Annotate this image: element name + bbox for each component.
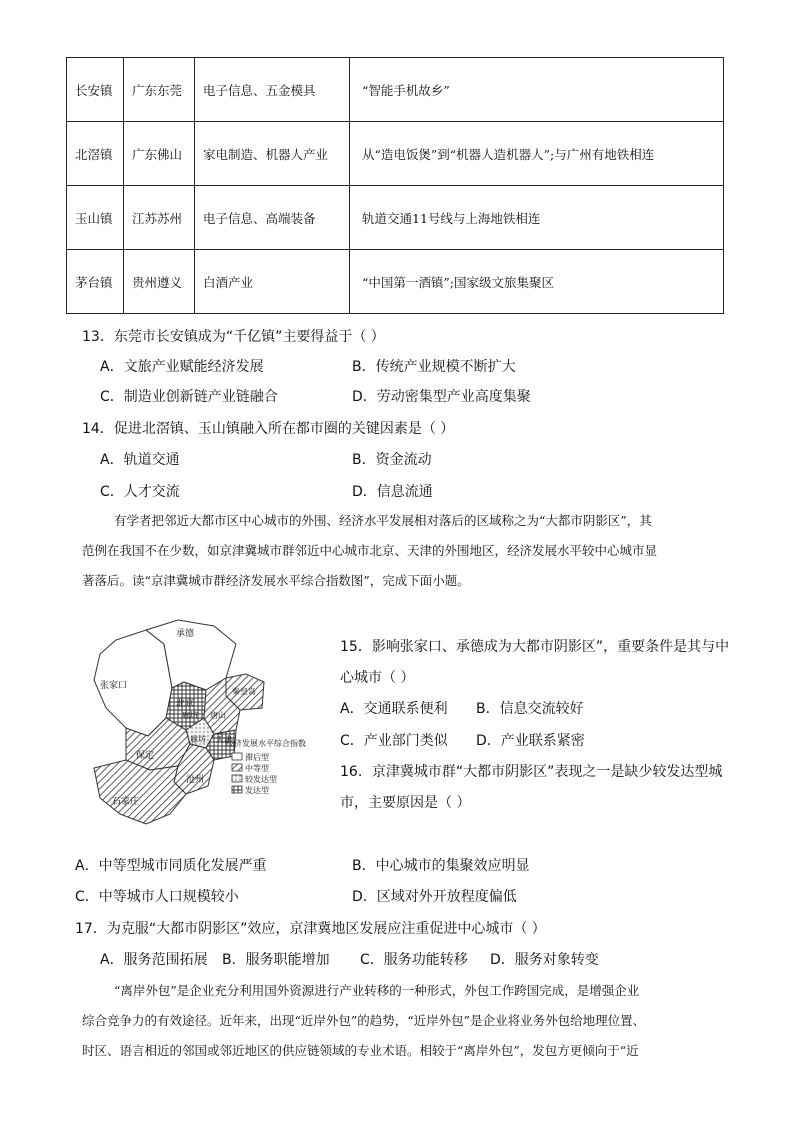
question-15-option-c[interactable]: C．产业部门类似 xyxy=(340,733,448,749)
question-16-stem-line-2: 市，主要原因是（ ） xyxy=(340,795,471,811)
question-15-option-d[interactable]: D．产业联系紧密 xyxy=(476,733,585,749)
industry-cell: 白酒产业 xyxy=(195,250,350,314)
question-14-option-b[interactable]: B．资金流动 xyxy=(352,452,432,468)
passage-2-line-3: 时区、语言相近的邻国或邻近地区的供应链领域的专业术语。相较于“离岸外包”，发包方更倾向于“近 xyxy=(82,1043,639,1058)
legend-item: 发达型 xyxy=(245,786,269,795)
feature-cell: “智能手机故乡” xyxy=(350,58,724,122)
city-label: 秦皇岛 xyxy=(232,687,256,696)
table-row xyxy=(67,186,724,250)
map-legend xyxy=(226,738,306,795)
question-15-option-a[interactable]: A．交通联系便利 xyxy=(340,701,448,717)
question-15-option-b[interactable]: B．信息交流较好 xyxy=(476,701,584,717)
legend-item: 中等型 xyxy=(245,764,269,773)
feature-cell: 轨道交通11号线与上海地铁相连 xyxy=(350,186,724,250)
legend-title: 经济发展水平综合指数 xyxy=(226,739,306,748)
passage-2-line-1: “离岸外包”是企业充分利用国外资源进行产业转移的一种形式，外包工作跨国完成，是增强企业 xyxy=(114,983,640,998)
question-17-option-b[interactable]: B．服务职能增加 xyxy=(222,952,330,968)
city-label: 北京 xyxy=(176,699,195,709)
question-17-stem: 17．为克服“大都市阴影区”效应，京津冀地区发展应注重促进中心城市（ ） xyxy=(75,921,546,937)
question-15-stem-line-2: 心城市（ ） xyxy=(340,670,415,686)
question-13-option-b[interactable]: B．传统产业规模不断扩大 xyxy=(352,359,516,375)
city-label: 石家庄 xyxy=(112,797,140,807)
city-label: 沧州 xyxy=(186,775,205,785)
question-16-option-a[interactable]: A．中等型城市同质化发展严重 xyxy=(75,858,267,874)
question-16-stem-line-1: 16．京津冀城市群“大都市阴影区”表现之一是缺少较发达型城 xyxy=(340,764,723,780)
jingjinji-index-map xyxy=(86,618,334,830)
question-14-option-d[interactable]: D．信息流通 xyxy=(352,484,433,500)
question-17-option-a[interactable]: A．服务范围拓展 xyxy=(100,952,208,968)
feature-cell: 从“造电饭煲”到“机器人造机器人”;与广州有地铁相连 xyxy=(350,122,724,186)
passage-1-line-1: 有学者把邻近大都市区中心城市的外围、经济水平发展相对落后的区域称之为“大都市阴影区”，其 xyxy=(114,513,652,528)
question-13-option-c[interactable]: C．制造业创新链产业链融合 xyxy=(100,389,278,405)
town-info-table xyxy=(66,57,724,314)
question-14-option-c[interactable]: C．人才交流 xyxy=(100,484,180,500)
question-14-stem: 14．促进北滘镇、玉山镇融入所在都市圈的关键因素是（ ） xyxy=(82,421,455,437)
town-cell: 茅台镇 xyxy=(67,250,124,314)
location-cell: 广东佛山 xyxy=(124,122,195,186)
question-13-option-d[interactable]: D．劳动密集型产业高度集聚 xyxy=(352,389,531,405)
city-label: 保定 xyxy=(136,751,155,761)
question-16-option-d[interactable]: D．区域对外开放程度偏低 xyxy=(352,889,517,905)
question-16-option-b[interactable]: B．中心城市的集聚效应明显 xyxy=(352,858,530,874)
city-label: 天津 xyxy=(216,735,232,744)
location-cell: 江苏苏州 xyxy=(124,186,195,250)
question-14-option-a[interactable]: A．轨道交通 xyxy=(100,452,180,468)
passage-1-line-3: 著落后。读“京津冀城市群经济发展水平综合指数图”，完成下面小题。 xyxy=(82,573,470,588)
industry-cell: 电子信息、高端装备 xyxy=(195,186,350,250)
city-label: 唐山 xyxy=(210,711,226,720)
feature-cell: “中国第一酒镇”;国家级文旅集聚区 xyxy=(350,250,724,314)
location-cell: 贵州遵义 xyxy=(124,250,195,314)
industry-cell: 电子信息、五金模具 xyxy=(195,58,350,122)
question-13-stem: 13．东莞市长安镇成为“千亿镇”主要得益于（ ） xyxy=(82,329,385,345)
city-label: 廊坊 xyxy=(182,711,198,720)
question-17-option-c[interactable]: C．服务功能转移 xyxy=(360,952,468,968)
shijiazhuang-region xyxy=(94,760,186,824)
city-label: 廊坊 xyxy=(190,735,206,744)
passage-2-line-2: 综合竞争力的有效途径。近年来，出现“近岸外包”的趋势，“近岸外包”是企业将业务外包给地理位置、 xyxy=(82,1013,646,1028)
town-cell: 长安镇 xyxy=(67,58,124,122)
city-label: 承德 xyxy=(176,629,195,639)
table-row xyxy=(67,122,724,186)
question-13-option-a[interactable]: A．文旅产业赋能经济发展 xyxy=(100,359,264,375)
question-17-option-d[interactable]: D．服务对象转变 xyxy=(490,952,599,968)
question-15-stem-line-1: 15．影响张家口、承德成为大都市阴影区”，重要条件是其与中 xyxy=(340,639,730,655)
legend-item: 滞后型 xyxy=(245,753,269,762)
table-row xyxy=(67,58,724,122)
legend-item: 较发达型 xyxy=(245,775,277,784)
passage-1-line-2: 范例在我国不在少数，如京津冀城市群邻近中心城市北京、天津的外围地区，经济发展水平较中心城市显 xyxy=(82,543,658,558)
town-cell: 玉山镇 xyxy=(67,186,124,250)
table-row xyxy=(67,250,724,314)
industry-cell: 家电制造、机器人产业 xyxy=(195,122,350,186)
location-cell: 广东东莞 xyxy=(124,58,195,122)
town-cell: 北滘镇 xyxy=(67,122,124,186)
city-label: 张家口 xyxy=(100,681,128,691)
question-16-option-c[interactable]: C．中等城市人口规模较小 xyxy=(75,889,239,905)
